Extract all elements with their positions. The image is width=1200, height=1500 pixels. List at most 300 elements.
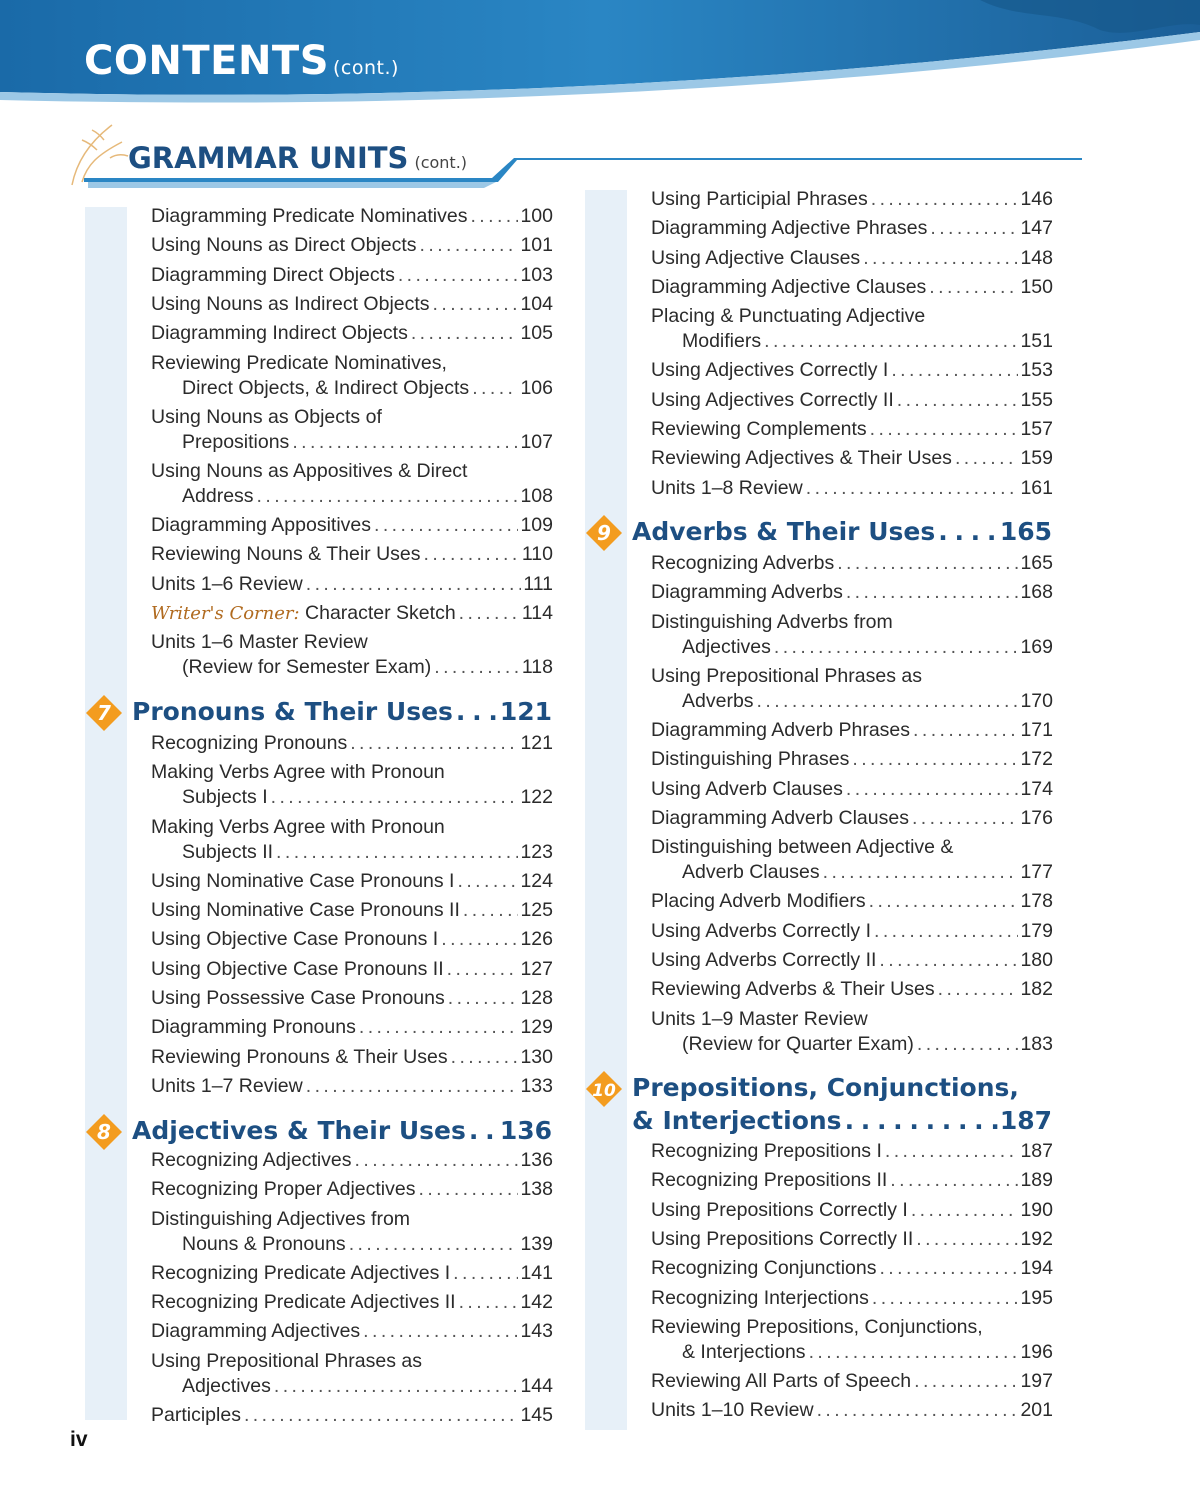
dot-leader	[441, 927, 518, 952]
dot-leader	[472, 376, 518, 401]
toc-entry-page: 136	[520, 1149, 553, 1171]
toc-entry	[651, 1256, 1053, 1281]
toc-entry-title: Recognizing Pronouns	[151, 732, 348, 754]
toc-entry	[151, 542, 553, 567]
dot-leader	[359, 1015, 519, 1040]
toc-entry-page: 168	[1020, 581, 1053, 604]
toc-entry-title: Recognizing Prepositions I	[651, 1140, 882, 1162]
dot-leader	[774, 635, 1019, 660]
toc-entry-page: 126	[520, 928, 553, 951]
toc-entry-page: 138	[520, 1178, 553, 1201]
toc-entry-page: 192	[1020, 1227, 1053, 1250]
toc-entry	[151, 572, 553, 597]
dot-leader	[913, 718, 1018, 743]
toc-entry-title: Diagramming Pronouns	[151, 1016, 356, 1039]
toc-entry-title: Subjects I	[182, 786, 268, 809]
toc-entry-page: 161	[1020, 476, 1053, 499]
toc-entry	[651, 1198, 1053, 1223]
toc-entry-title: Character Sketch	[305, 602, 456, 624]
dot-leader	[879, 1256, 1018, 1281]
dot-leader	[292, 430, 518, 455]
toc-entry	[151, 459, 553, 509]
toc-entry	[651, 358, 1053, 383]
dot-leader	[870, 417, 1019, 442]
toc-entry-page: 145	[520, 1403, 553, 1426]
dot-leader	[244, 1403, 519, 1428]
toc-entry	[151, 1207, 553, 1257]
page-title-cont: (cont.)	[333, 57, 399, 79]
toc-entry-page: 190	[1020, 1198, 1053, 1221]
dot-leader	[459, 601, 520, 626]
toc-entry-page: 178	[1020, 890, 1053, 913]
unit-9-title	[632, 517, 1052, 546]
unit-8-number: 8	[97, 1120, 111, 1144]
toc-entry-page: 148	[1020, 246, 1053, 269]
dot-leader	[846, 777, 1019, 802]
toc-entry-title: Recognizing Predicate Adjectives I	[151, 1261, 451, 1284]
toc-entry-title: Diagramming Predicate Nominatives	[151, 205, 468, 227]
dot-leader	[349, 1232, 519, 1257]
toc-entry-page: 196	[1020, 1340, 1053, 1363]
dot-leader	[817, 1398, 1019, 1423]
toc-entry-page: 141	[520, 1261, 553, 1284]
toc-entry-title: Direct Objects, & Indirect Objects	[182, 376, 470, 399]
dot-leader	[863, 246, 1018, 271]
toc-entry	[651, 889, 1053, 914]
toc-entry-title: Reviewing Adjectives & Their Uses	[651, 447, 952, 470]
toc-entry-page: 176	[1020, 806, 1053, 829]
dot-leader	[917, 1032, 1019, 1057]
toc-entry	[651, 446, 1053, 471]
toc-entry-title: Recognizing Adverbs	[651, 552, 835, 574]
dot-leader	[764, 329, 1018, 354]
dot-leader	[938, 977, 1019, 1002]
toc-entry-title: Distinguishing Phrases	[651, 748, 850, 771]
toc-entry-title-line1: Using Nouns as Objects of	[151, 405, 382, 428]
toc-entry-page: 105	[520, 322, 553, 345]
dot-leader	[350, 731, 518, 756]
toc-entry	[151, 513, 553, 538]
toc-entry-page: 103	[520, 263, 553, 286]
left-column-bar	[85, 207, 127, 1420]
unit-10-title-line1: Prepositions, Conjunctions,	[632, 1073, 1019, 1102]
toc-entry-title-line1: Using Nouns as Appositives & Direct	[151, 459, 468, 482]
dot-leader	[457, 869, 518, 894]
dot-leader	[433, 292, 519, 317]
dot-leader	[885, 1139, 1019, 1164]
toc-entry-title: Recognizing Proper Adjectives	[151, 1178, 416, 1201]
toc-entry-title-line1: Reviewing Prepositions, Conjunctions,	[651, 1315, 983, 1338]
toc-entry	[151, 1403, 553, 1428]
toc-entry	[651, 747, 1053, 772]
dot-leader	[424, 542, 520, 567]
toc-entry-page: 118	[521, 656, 553, 679]
toc-entry	[651, 476, 1053, 501]
toc-entry	[151, 405, 553, 455]
toc-entry	[151, 1261, 553, 1286]
toc-entry	[651, 777, 1053, 802]
toc-entry-page: 201	[1020, 1399, 1053, 1422]
toc-entry-page: 127	[520, 957, 553, 980]
toc-entry-title: (Review for Quarter Exam)	[682, 1032, 914, 1055]
toc-entry-page: 187	[1020, 1140, 1053, 1162]
toc-entry-page: 195	[1020, 1286, 1053, 1309]
toc-entry-page: 110	[521, 543, 553, 566]
unit-10-title	[632, 1073, 1052, 1135]
toc-entry-page: 155	[1020, 388, 1053, 411]
toc-entry	[651, 1398, 1053, 1423]
dot-leader	[447, 957, 519, 982]
toc-entry-page: 122	[520, 786, 553, 809]
unit-7-title	[132, 697, 552, 726]
toc-entry-page: 139	[520, 1232, 553, 1255]
dot-leader	[418, 1177, 518, 1202]
toc-entry	[651, 835, 1053, 885]
toc-entry	[651, 977, 1053, 1002]
toc-entry-page: 125	[520, 899, 553, 921]
toc-entry-page: 108	[520, 484, 553, 507]
toc-entry-page: 180	[1020, 949, 1053, 971]
toc-entry-title: Diagramming Adverb Clauses	[651, 806, 909, 829]
writers-corner-label: Writer's Corner:	[151, 603, 300, 624]
toc-entry-page: 183	[1020, 1032, 1053, 1055]
dot-leader	[355, 1148, 519, 1173]
right-column-bar	[585, 190, 627, 1430]
toc-entry-page: 107	[520, 430, 553, 453]
toc-entry-page: 172	[1020, 748, 1053, 771]
dot-leader	[434, 655, 520, 680]
toc-entry-title: Diagramming Adjective Phrases	[651, 217, 928, 240]
toc-entry-title: Adjectives	[682, 635, 771, 658]
toc-entry-title: Nouns & Pronouns	[182, 1232, 346, 1255]
dot-leader	[806, 476, 1019, 501]
toc-entry	[151, 760, 553, 810]
toc-entry	[651, 275, 1053, 300]
toc-entry-title: Reviewing Pronouns & Their Uses	[151, 1045, 448, 1068]
toc-entry-title: Using Prepositions Correctly I	[651, 1198, 908, 1221]
toc-entry-title: Reviewing Nouns & Their Uses	[151, 543, 421, 566]
unit-7-badge	[84, 693, 124, 733]
dot-leader	[897, 388, 1019, 413]
toc-entry-title: Units 1–7 Review	[151, 1074, 303, 1097]
dot-leader	[470, 204, 518, 229]
toc-entry-page: 153	[1020, 359, 1053, 382]
toc-entry-title: Reviewing Complements	[651, 418, 867, 440]
toc-entry-title-line1: Making Verbs Agree with Pronoun	[151, 761, 445, 784]
dot-leader	[451, 1045, 519, 1070]
toc-entry	[151, 263, 553, 288]
toc-entry-page: 114	[521, 602, 553, 624]
toc-entry-title: Diagramming Adverb Phrases	[651, 719, 911, 741]
dot-leader	[911, 1198, 1019, 1223]
dot-leader	[420, 233, 519, 258]
toc-entry-title: Recognizing Interjections	[651, 1286, 869, 1309]
toc-entry-page: 129	[520, 1016, 553, 1039]
toc-entry	[151, 731, 553, 756]
toc-entry-title: Using Objective Case Pronouns I	[151, 928, 439, 951]
unit-10-number: 10	[592, 1081, 616, 1101]
toc-entry-page: 165	[1020, 552, 1053, 574]
unit-9-title-text: Adverbs & Their Uses	[632, 517, 936, 546]
toc-entry-title: Participles	[151, 1403, 241, 1426]
toc-entry	[151, 351, 553, 401]
toc-entry	[651, 1007, 1053, 1057]
toc-entry-title: Diagramming Adjectives	[151, 1320, 361, 1343]
toc-entry-title: Recognizing Adjectives	[151, 1149, 352, 1171]
toc-entry-title: Diagramming Adjective Clauses	[651, 275, 927, 298]
toc-entry-title: Using Adverbs Correctly I	[651, 919, 871, 942]
toc-entry	[651, 1227, 1053, 1252]
unit-7-title-text: Pronouns & Their Uses	[132, 697, 453, 726]
toc-entry-page: 150	[1020, 275, 1053, 298]
toc-entry-page: 147	[1020, 217, 1053, 240]
toc-entry	[151, 957, 553, 982]
dot-leader	[757, 689, 1019, 714]
dot-leader	[276, 840, 518, 865]
toc-entry-page: 121	[520, 732, 553, 754]
dot-leader	[872, 1286, 1019, 1311]
toc-entry-page: 104	[520, 292, 553, 315]
dot-leader	[890, 1168, 1018, 1193]
dot-leader	[459, 1290, 519, 1315]
dot-leader	[257, 484, 519, 509]
toc-entry	[651, 580, 1053, 605]
toc-entry	[151, 986, 553, 1011]
toc-entry	[151, 1319, 553, 1344]
toc-entry-page: 128	[520, 986, 553, 1009]
dot-leader	[274, 1374, 519, 1399]
dot-leader	[869, 889, 1019, 914]
section-title-cont: (cont.)	[414, 153, 468, 172]
page-title	[84, 38, 399, 84]
unit-8-badge	[84, 1112, 124, 1152]
dot-leader	[955, 446, 1019, 471]
dot-leader	[271, 785, 519, 810]
dot-leader	[871, 187, 1019, 212]
toc-entry	[151, 204, 553, 229]
unit-7-number: 7	[97, 701, 111, 725]
header-banner	[0, 0, 1200, 115]
toc-entry	[651, 1315, 1053, 1365]
toc-entry-title: Using Objective Case Pronouns II	[151, 957, 444, 980]
toc-entry-title: Using Nouns as Direct Objects	[151, 234, 417, 257]
toc-entry-title-line1: Placing & Punctuating Adjective	[651, 305, 926, 328]
unit-9-badge	[584, 513, 624, 553]
toc-entry-page: 143	[520, 1320, 553, 1343]
dot-leader	[306, 1074, 519, 1099]
unit-8-page: 136	[499, 1116, 552, 1145]
dot-leader	[852, 747, 1018, 772]
toc-entry-page: 179	[1020, 919, 1053, 942]
toc-entry	[651, 610, 1053, 660]
toc-entry	[151, 1045, 553, 1070]
toc-entry-title: Using Nouns as Indirect Objects	[151, 292, 430, 315]
toc-entry	[651, 246, 1053, 271]
toc-entry-title: Using Adverb Clauses	[651, 777, 843, 800]
toc-entry-title: Diagramming Direct Objects	[151, 263, 395, 286]
dot-leader	[912, 806, 1019, 831]
toc-entry	[651, 718, 1053, 743]
toc-entry-title: Recognizing Prepositions II	[651, 1169, 888, 1192]
toc-entry-page: 123	[520, 840, 553, 863]
dot-leader	[306, 572, 522, 597]
toc-entry-page: 157	[1020, 418, 1053, 440]
toc-entry-page: 146	[1020, 188, 1053, 210]
toc-entry-page: 124	[520, 869, 553, 892]
toc-entry-page: 182	[1020, 978, 1053, 1001]
dot-leader	[837, 551, 1018, 576]
unit-8-title	[132, 1116, 552, 1145]
toc-entry-title: (Review for Semester Exam)	[182, 656, 432, 679]
toc-entry-page: 159	[1020, 447, 1053, 470]
toc-entry-title-line1: Making Verbs Agree with Pronoun	[151, 815, 445, 838]
toc-entry-title: Using Adverbs Correctly II	[651, 949, 877, 971]
toc-entry	[151, 1349, 553, 1399]
toc-entry-page: 189	[1020, 1169, 1053, 1192]
toc-entry-title: Recognizing Predicate Adjectives II	[151, 1291, 456, 1314]
toc-entry-title-line1: Distinguishing between Adjective &	[651, 836, 954, 859]
wheat-icon	[72, 125, 128, 185]
toc-entry	[151, 1015, 553, 1040]
dot-leader	[846, 580, 1019, 605]
toc-entry	[651, 216, 1053, 241]
toc-entry-page: 197	[1020, 1370, 1053, 1392]
toc-entry	[151, 321, 553, 346]
toc-entry-title: Adverb Clauses	[682, 861, 820, 884]
dot-leader	[914, 1369, 1018, 1394]
toc-entry-page: 174	[1020, 777, 1053, 800]
toc-entry	[651, 664, 1053, 714]
dot-leader	[823, 860, 1019, 885]
toc-entry-page: 100	[520, 205, 553, 227]
unit-10-badge	[584, 1069, 624, 1109]
page-number: iv	[70, 1428, 88, 1451]
toc-entry-page: 169	[1020, 635, 1053, 658]
toc-entry	[151, 898, 553, 923]
toc-entry	[151, 292, 553, 317]
toc-entry-title-line1: Units 1–9 Master Review	[651, 1007, 868, 1030]
toc-entry-page: 177	[1020, 861, 1053, 884]
toc-entry	[151, 1177, 553, 1202]
unit-8-title-text: Adjectives & Their Uses	[132, 1116, 466, 1145]
toc-entry-page: 111	[523, 572, 553, 595]
toc-entry-title: Placing Adverb Modifiers	[651, 890, 866, 913]
toc-entry-title: Using Adjectives Correctly I	[651, 359, 889, 382]
toc-entry-page: 133	[520, 1074, 553, 1097]
toc-entry-title: Subjects II	[182, 840, 274, 863]
section-title-text: GRAMMAR UNITS	[128, 141, 409, 175]
section-title	[128, 141, 467, 175]
toc-entry-page: 170	[1020, 689, 1053, 712]
unit-7-page: 121	[499, 697, 552, 726]
toc-entry-title: Units 1–8 Review	[651, 476, 803, 499]
toc-entry-title-line1: Units 1–6 Master Review	[151, 631, 368, 654]
toc-entry	[651, 417, 1053, 442]
toc-entry-title: Using Participial Phrases	[651, 188, 868, 210]
toc-entry-title: Using Prepositions Correctly II	[651, 1227, 914, 1250]
toc-entry	[151, 1074, 553, 1099]
toc-entry-title: Diagramming Adverbs	[651, 581, 843, 604]
toc-entry-title: Diagramming Appositives	[151, 514, 372, 537]
toc-entry	[651, 1286, 1053, 1311]
unit-9-number: 9	[597, 521, 611, 545]
dot-leader	[411, 321, 519, 346]
toc-entry	[151, 233, 553, 258]
dot-leader	[398, 263, 519, 288]
toc-entry-title: Modifiers	[682, 330, 762, 353]
toc-entry	[651, 388, 1053, 413]
dot-leader	[930, 216, 1018, 241]
toc-entry-title: Adjectives	[182, 1374, 271, 1397]
toc-entry-title: Using Nominative Case Pronouns I	[151, 869, 455, 892]
toc-entry	[151, 630, 553, 680]
dot-leader	[879, 948, 1018, 973]
toc-entry-title: Using Adjectives Correctly II	[651, 388, 894, 411]
dot-leader	[929, 275, 1018, 300]
toc-entry-page: 194	[1020, 1257, 1053, 1280]
toc-entry-title: & Interjections	[682, 1340, 806, 1363]
toc-entry-title-line1: Distinguishing Adverbs from	[651, 610, 893, 633]
toc-entry	[151, 601, 553, 626]
toc-entry	[651, 1369, 1053, 1394]
toc-entry-title: Adverbs	[682, 689, 754, 712]
dot-leader	[916, 1227, 1018, 1252]
dot-leader	[874, 919, 1018, 944]
dot-leader	[809, 1340, 1019, 1365]
toc-entry-title: Using Adjective Clauses	[651, 246, 861, 269]
dot-leader	[891, 358, 1018, 383]
toc-entry-title: Address	[182, 484, 254, 507]
toc-entry	[151, 927, 553, 952]
toc-entry	[151, 1148, 553, 1173]
toc-entry-title: Reviewing Adverbs & Their Uses	[651, 978, 935, 1001]
toc-entry-page: 101	[520, 234, 553, 257]
toc-entry-page: 171	[1020, 719, 1053, 741]
toc-entry-title: Recognizing Conjunctions	[651, 1257, 877, 1280]
toc-entry-title: Using Nominative Case Pronouns II	[151, 899, 460, 921]
toc-entry-title: Reviewing All Parts of Speech	[651, 1370, 912, 1392]
unit-10-title-line2: & Interjections	[632, 1106, 842, 1135]
page-title-text: CONTENTS	[84, 38, 330, 84]
toc-entry-title: Diagramming Indirect Objects	[151, 322, 408, 345]
toc-entry	[651, 919, 1053, 944]
toc-entry	[651, 806, 1053, 831]
toc-entry	[651, 1139, 1053, 1164]
dot-leader	[448, 986, 519, 1011]
toc-entry	[151, 815, 553, 865]
toc-entry-title-line1: Using Prepositional Phrases as	[151, 1349, 422, 1372]
toc-entry	[151, 1290, 553, 1315]
unit-10-page: 187	[999, 1106, 1052, 1135]
toc-entry	[651, 1168, 1053, 1193]
dot-leader	[363, 1319, 518, 1344]
toc-entry-title-line1: Reviewing Predicate Nominatives,	[151, 351, 447, 374]
toc-entry	[651, 304, 1053, 354]
toc-entry-page: 106	[520, 376, 553, 399]
unit-9-page: 165	[999, 517, 1052, 546]
toc-entry	[151, 869, 553, 894]
toc-entry-title: Units 1–6 Review	[151, 572, 303, 595]
toc-entry	[651, 187, 1053, 212]
toc-entry-page: 144	[520, 1374, 553, 1397]
toc-entry-page: 142	[520, 1291, 553, 1314]
dot-leader	[374, 513, 518, 538]
toc-entry-title: Using Possessive Case Pronouns	[151, 986, 445, 1009]
toc-entry-page: 130	[520, 1045, 553, 1068]
dot-leader	[453, 1261, 518, 1286]
toc-entry-page: 151	[1020, 330, 1053, 353]
toc-entry-title: Prepositions	[182, 430, 290, 453]
